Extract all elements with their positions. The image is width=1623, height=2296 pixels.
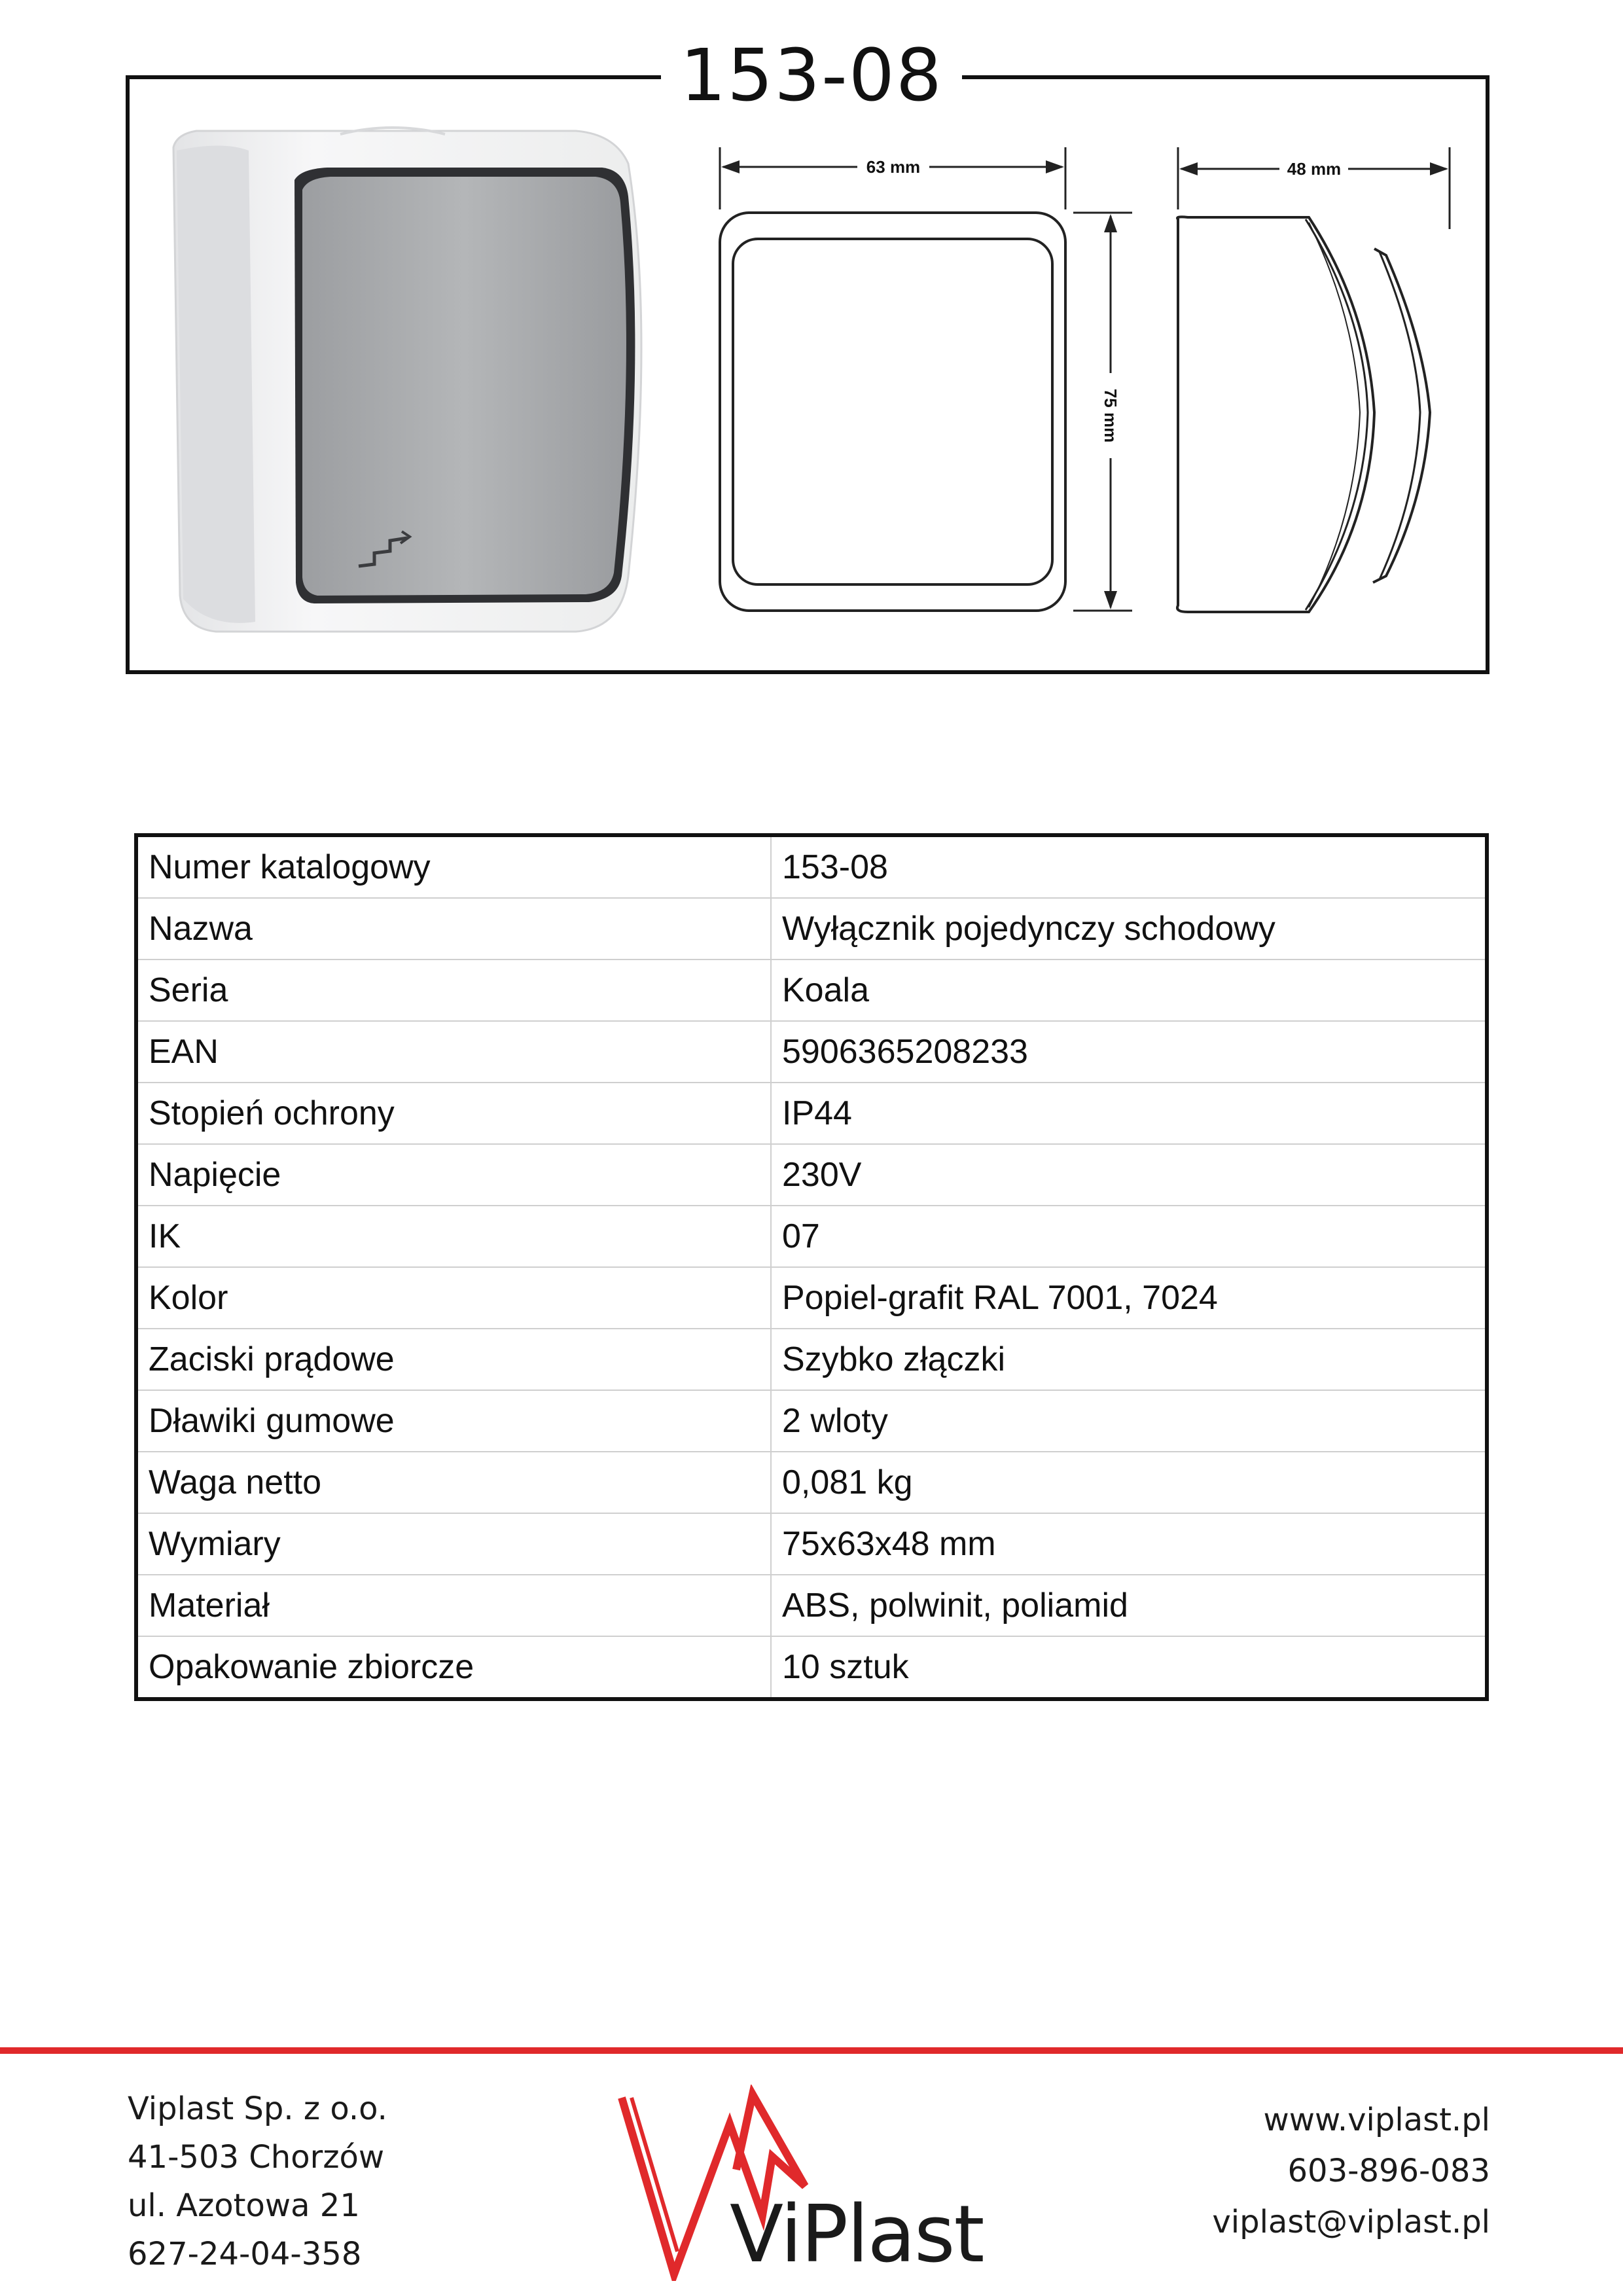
- company-phone: 627-24-04-358: [128, 2236, 362, 2272]
- table-row: [136, 1021, 1487, 1083]
- table-row: [136, 835, 1487, 898]
- spec-label: EAN: [136, 1021, 771, 1083]
- logo-wordmark: ViPlast: [730, 2189, 984, 2280]
- table-row: [136, 1267, 1487, 1329]
- spec-label: IK: [136, 1206, 771, 1267]
- front-view-drawing: [720, 147, 1132, 611]
- table-row: [136, 1452, 1487, 1513]
- table-row: [136, 1144, 1487, 1206]
- email-link[interactable]: viplast@viplast.pl: [1212, 2204, 1490, 2240]
- spec-label: Opakowanie zbiorcze: [136, 1636, 771, 1699]
- table-row: [136, 1083, 1487, 1144]
- height-dimension-label: 75 mm: [1101, 388, 1120, 443]
- spec-label: Numer katalogowy: [136, 835, 771, 898]
- spec-value: Koala: [771, 960, 1487, 1021]
- table-row: [136, 898, 1487, 960]
- spec-label: Dławiki gumowe: [136, 1390, 771, 1452]
- street-address: ul. Azotowa 21: [128, 2187, 360, 2224]
- depth-dimension-label: 48 mm: [1287, 159, 1342, 179]
- spec-value: Wyłącznik pojedynczy schodowy: [771, 898, 1487, 960]
- table-row: [136, 1206, 1487, 1267]
- spec-label: Kolor: [136, 1267, 771, 1329]
- spec-label: Stopień ochrony: [136, 1083, 771, 1144]
- postal-city: 41-503 Chorzów: [128, 2139, 385, 2176]
- spec-value: Popiel-grafit RAL 7001, 7024: [771, 1267, 1487, 1329]
- spec-value: ABS, polwinit, poliamid: [771, 1575, 1487, 1636]
- spec-value: 5906365208233: [771, 1021, 1487, 1083]
- spec-label: Wymiary: [136, 1513, 771, 1575]
- company-name: Viplast Sp. z o.o.: [128, 2090, 387, 2127]
- table-row: [136, 1390, 1487, 1452]
- spec-label: Waga netto: [136, 1452, 771, 1513]
- spec-label: Materiał: [136, 1575, 771, 1636]
- contact-phone: 603-896-083: [1287, 2153, 1490, 2189]
- width-dimension-label: 63 mm: [866, 157, 921, 177]
- spec-label: Napięcie: [136, 1144, 771, 1206]
- spec-value: Szybko złączki: [771, 1329, 1487, 1390]
- product-drawings: [0, 0, 1623, 720]
- spec-value: 07: [771, 1206, 1487, 1267]
- spec-value: 75x63x48 mm: [771, 1513, 1487, 1575]
- table-row: [136, 1575, 1487, 1636]
- contact-info: [1212, 2094, 1490, 2248]
- product-code-title: 153-08: [680, 33, 943, 117]
- switch-photo: [173, 128, 641, 632]
- specifications-table: [134, 833, 1489, 1701]
- table-row: [136, 1636, 1487, 1699]
- spec-value: IP44: [771, 1083, 1487, 1144]
- table-row: [136, 1513, 1487, 1575]
- website-link[interactable]: www.viplast.pl: [1263, 2102, 1490, 2138]
- spec-value: 230V: [771, 1144, 1487, 1206]
- spec-label: Zaciski prądowe: [136, 1329, 771, 1390]
- spec-value: 0,081 kg: [771, 1452, 1487, 1513]
- spec-value: 153-08: [771, 835, 1487, 898]
- spec-value: 10 sztuk: [771, 1636, 1487, 1699]
- company-address: [128, 2085, 387, 2278]
- spec-value: 2 wloty: [771, 1390, 1487, 1452]
- table-row: [136, 960, 1487, 1021]
- side-view-drawing: [1177, 147, 1450, 612]
- spec-label: Nazwa: [136, 898, 771, 960]
- footer-divider: [0, 2047, 1623, 2054]
- table-row: [136, 1329, 1487, 1390]
- spec-label: Seria: [136, 960, 771, 1021]
